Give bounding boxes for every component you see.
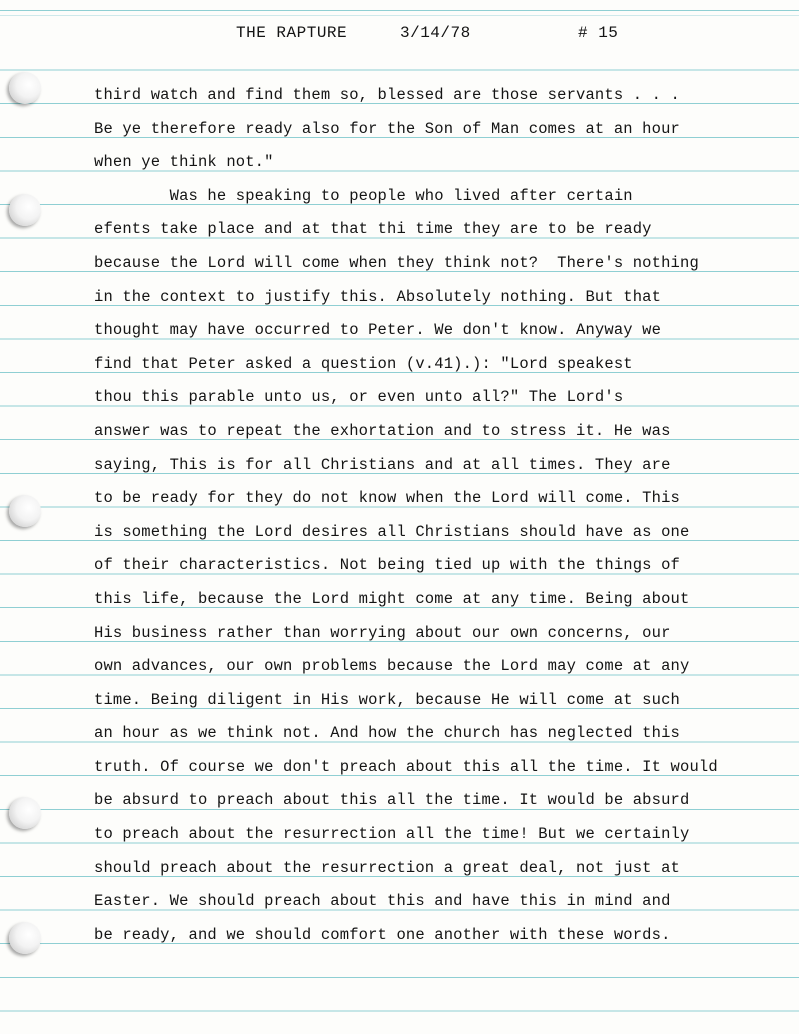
document-title: THE RAPTURE — [236, 24, 348, 42]
text-line: third watch and find them so, blessed are those servants . . . — [94, 86, 680, 104]
text-line: should preach about the resurrection a great deal, not just at — [94, 858, 680, 877]
text-line: truth. Of course we don't preach about this all the time. It would — [94, 757, 718, 776]
text-line: thought may have occurred to Peter. We don't know. Anyway we — [94, 321, 662, 340]
text-line: time. Being diligent in His work, because He will come at such — [94, 690, 680, 709]
text-line: to preach about the resurrection all the time! But we certainly — [94, 825, 690, 844]
text-line: to be ready for they do not know when the Lord will come. This — [94, 489, 680, 508]
top-rule-line — [0, 15, 799, 16]
text-line: Be ye therefore ready also for the Son of Man comes at an hour — [94, 119, 680, 138]
page-header — [0, 24, 799, 46]
text-line: efents take place and at that thi time they are to be ready — [94, 220, 652, 239]
punch-hole — [9, 797, 41, 829]
text-line: find that Peter asked a question (v.41).): "Lord speakest — [94, 354, 633, 373]
typed-body-text — [94, 82, 794, 955]
text-line: this life, because the Lord might come at any time. Being about — [94, 589, 690, 608]
text-line: be absurd to preach about this all the time. It would be absurd — [94, 791, 690, 810]
text-line: be ready, and we should comfort one another with these words. — [94, 925, 671, 944]
text-line: answer was to repeat the exhortation and to stress it. He was — [94, 421, 671, 440]
text-line: in the context to justify this. Absolutely nothing. But that — [94, 287, 662, 306]
page-number: # 15 — [578, 24, 619, 42]
text-line: because the Lord will come when they think not? There's nothing — [94, 253, 699, 272]
punch-hole — [9, 922, 41, 954]
text-line: saying, This is for all Christians and at all times. They are — [94, 455, 671, 474]
text-line: own advances, our own problems because the Lord may come at any — [94, 657, 690, 676]
document-date: 3/14/78 — [400, 24, 471, 42]
text-line: of their characteristics. Not being tied up with the things of — [94, 556, 680, 575]
punch-hole — [9, 194, 41, 226]
text-line: when ye think not." — [94, 153, 274, 172]
punch-hole — [9, 495, 41, 527]
text-line: an hour as we think not. And how the church has neglected this — [94, 724, 680, 743]
text-line: thou this parable unto us, or even unto all?" The Lord's — [94, 388, 624, 407]
text-line: is something the Lord desires all Christians should have as one — [94, 522, 690, 541]
text-line: Easter. We should preach about this and have this in mind and — [94, 892, 671, 911]
text-line: His business rather than worrying about our own concerns, our — [94, 623, 671, 642]
text-line: Was he speaking to people who lived after certain — [94, 186, 633, 205]
punch-hole — [9, 72, 41, 104]
